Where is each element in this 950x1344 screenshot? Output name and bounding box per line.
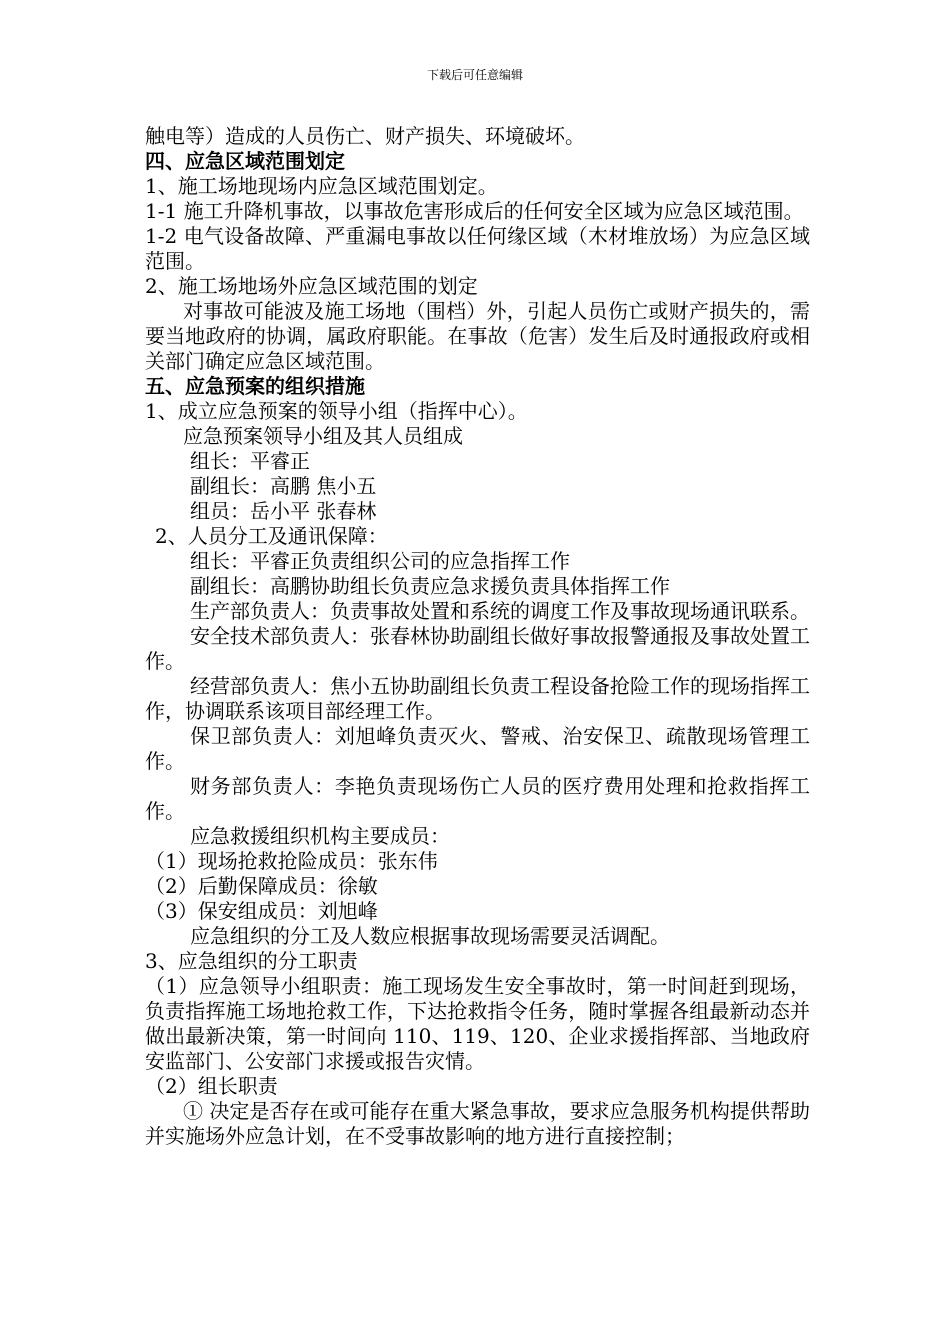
paragraph: （2）组长职责	[145, 1074, 278, 1098]
paragraph: 经营部负责人：焦小五协助副组长负责工程设备抢险工作的现场指挥工作，协调联系该项目部经理工作。	[145, 674, 810, 723]
paragraph: 应急预案领导小组及其人员组成	[183, 424, 463, 448]
paragraph: 应急救援组织机构主要成员：	[190, 824, 450, 848]
paragraph: 安全技术部负责人：张春林协助副组长做好事故报警通报及事故处置工作。	[145, 624, 810, 673]
page-header: 下载后可任意编辑	[426, 68, 523, 82]
paragraph: （3）保安组成员：刘旭峰	[145, 899, 378, 923]
paragraph: 组员：岳小平 张春林	[190, 499, 377, 523]
paragraph: 1-1 施工升降机事故，以事故危害形成后的任何安全区域为应急区域范围。	[145, 199, 804, 223]
document-body	[145, 124, 810, 1149]
paragraph: 生产部负责人：负责事故处置和系统的调度工作及事故现场通讯联系。	[190, 599, 810, 623]
paragraph: 对事故可能波及施工场地（围档）外，引起人员伤亡或财产损失的，需要当地政府的协调，属政府职能。在事故（危害）发生后及时通报政府或相关部门确定应急区域范围。	[145, 299, 810, 373]
paragraph: （2）后勤保障成员：徐敏	[145, 874, 378, 898]
paragraph: 副组长：高鹏协助组长负责应急求援负责具体指挥工作	[190, 574, 670, 598]
paragraph: 1-2 电气设备故障、严重漏电事故以任何缘区域（木材堆放场）为应急区域范围。	[145, 224, 810, 273]
paragraph: ① 决定是否存在或可能存在重大紧急事故，要求应急服务机构提供帮助并实施场外应急计划，在不受事故影响的地方进行直接控制；	[145, 1099, 810, 1148]
paragraph: 副组长：高鹏 焦小五	[190, 474, 377, 498]
paragraph: 保卫部负责人：刘旭峰负责灭火、警戒、治安保卫、疏散现场管理工作。	[145, 724, 810, 773]
paragraph: 财务部负责人：李艳负责现场伤亡人员的医疗费用处理和抢救指挥工作。	[145, 774, 810, 823]
paragraph: 2、施工场地场外应急区域范围的划定	[145, 274, 478, 298]
paragraph: 2、人员分工及通讯保障：	[155, 524, 388, 548]
paragraph: 1、成立应急预案的领导小组（指挥中心）。	[145, 399, 528, 423]
section-heading: 四、应急区域范围划定	[145, 149, 345, 173]
paragraph: 应急组织的分工及人数应根据事故现场需要灵活调配。	[190, 924, 670, 948]
paragraph: 触电等）造成的人员伤亡、财产损失、环境破坏。	[145, 124, 585, 148]
section-heading: 五、应急预案的组织措施	[145, 374, 365, 398]
paragraph: （1）应急领导小组职责：施工现场发生安全事故时，第一时间赶到现场，负责指挥施工场地抢救工作，下达抢救指令任务，随时掌握各组最新动态并做出最新决策，第一时间向 110、119、120、企业求援指挥部、当地政府安监部门、公安部门求援或报告灾情。	[145, 974, 810, 1073]
paragraph: 组长：平睿正	[190, 449, 310, 473]
paragraph: （1）现场抢救抢险成员：张东伟	[145, 849, 438, 873]
paragraph: 1、施工场地现场内应急区域范围划定。	[145, 174, 498, 198]
paragraph: 3、应急组织的分工职责	[145, 949, 358, 973]
paragraph: 组长：平睿正负责组织公司的应急指挥工作	[190, 549, 570, 573]
